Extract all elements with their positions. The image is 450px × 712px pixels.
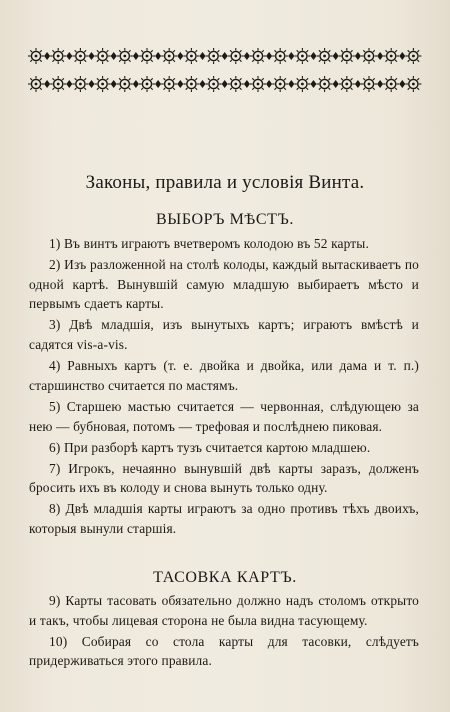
diamond-ornament-icon (244, 52, 250, 60)
paragraph: 8) Двѣ младшія карты играютъ за одно противъ тѣхъ двоихъ, которыя вынули старшія. (29, 501, 419, 536)
diamond-ornament-icon (89, 80, 95, 88)
rosette-ornament-icon (339, 76, 355, 92)
diamond-ornament-icon (111, 52, 117, 60)
diamond-ornament-icon (133, 80, 139, 88)
paragraph: 10) Собирая со стола карты для тасовки, слѣдуетъ придерживаться этого правила. (29, 633, 419, 669)
diamond-ornament-icon (44, 52, 50, 60)
paragraph: 7) Игрокъ, нечаянно вынувшій двѣ карты заразъ, долженъ бросить ихъ въ колоду и снова вынуть только одну. (29, 460, 419, 496)
paragraph: 4) Равныхъ картъ (т. е. двойка и двойка, или дама и т. п.) старшинство считается по мастямъ. (29, 358, 419, 393)
diamond-ornament-icon (133, 52, 139, 60)
diamond-ornament-icon (89, 52, 95, 60)
rosette-ornament-icon (383, 76, 399, 92)
rosette-ornament-icon (361, 48, 377, 64)
decorative-ornament-band (24, 42, 426, 98)
diamond-ornament-icon (333, 52, 339, 60)
diamond-ornament-icon (200, 80, 206, 88)
rosette-ornament-icon (72, 76, 88, 92)
diamond-ornament-icon (66, 80, 72, 88)
paragraph: 2) Изъ разложенной на столѣ колоды, каждый вытаскиваетъ по одной картѣ. Вынувшій самую младшую выбираетъ мѣсто и первымъ сдаетъ карты. (29, 257, 419, 312)
page-title: Законы, правила и условія Винта. (85, 172, 365, 193)
diamond-ornament-icon (44, 80, 50, 88)
diamond-ornament-icon (399, 52, 405, 60)
diamond-ornament-icon (66, 52, 72, 60)
diamond-ornament-icon (355, 52, 361, 60)
rosette-ornament-icon (206, 76, 222, 92)
paragraph: 3) Двѣ младшія, изъ вынутыхъ картъ; играютъ вмѣстѣ и садятся vis-a-vis. (29, 317, 419, 353)
rosette-ornament-icon (117, 76, 133, 92)
diamond-ornament-icon (288, 80, 294, 88)
rosette-ornament-icon (383, 48, 399, 64)
section-heading-seat-selection: ВЫБОРЪ МѢСТЪ. (156, 211, 294, 228)
rosette-ornament-icon (250, 48, 266, 64)
rosette-ornament-icon (228, 48, 244, 64)
diamond-ornament-icon (355, 80, 361, 88)
rosette-ornament-icon (272, 76, 288, 92)
rosette-ornament-icon (228, 76, 244, 92)
diamond-ornament-icon (311, 80, 317, 88)
diamond-ornament-icon (377, 80, 383, 88)
paragraph: 5) Старшею мастью считается — червонная, слѣдующею за нею — бубновая, потомъ — трефовая и послѣднею пиковая. (29, 398, 419, 434)
rosette-ornament-icon (183, 76, 199, 92)
rosette-ornament-icon (161, 48, 177, 64)
section-body-shuffling (29, 591, 419, 671)
rosette-ornament-icon (161, 76, 177, 92)
rosette-ornament-icon (28, 76, 44, 92)
diamond-ornament-icon (244, 80, 250, 88)
paragraph: 1) Въ винтъ играютъ вчетверомъ колодою въ 52 карты. (49, 236, 369, 251)
diamond-ornament-icon (111, 80, 117, 88)
diamond-ornament-icon (333, 80, 339, 88)
section-body-seat-selection (29, 234, 419, 539)
diamond-ornament-icon (377, 52, 383, 60)
rosette-ornament-icon (95, 76, 111, 92)
diamond-ornament-icon (177, 52, 183, 60)
rosette-ornament-icon (139, 76, 155, 92)
diamond-ornament-icon (177, 80, 183, 88)
rosette-ornament-icon (405, 48, 421, 64)
rosette-ornament-icon (294, 48, 310, 64)
diamond-ornament-icon (222, 52, 228, 60)
section-heading-shuffling: ТАСОВКА КАРТЪ. (153, 569, 297, 586)
diamond-ornament-icon (266, 80, 272, 88)
rosette-ornament-icon (317, 76, 333, 92)
rosette-ornament-icon (183, 48, 199, 64)
rosette-ornament-icon (250, 76, 266, 92)
rosette-ornament-icon (339, 48, 355, 64)
diamond-ornament-icon (155, 52, 161, 60)
diamond-ornament-icon (266, 52, 272, 60)
rosette-ornament-icon (50, 76, 66, 92)
diamond-ornament-icon (155, 80, 161, 88)
rosette-ornament-icon (206, 48, 222, 64)
rosette-ornament-icon (72, 48, 88, 64)
rosette-ornament-icon (95, 48, 111, 64)
rosette-ornament-icon (317, 48, 333, 64)
rosette-ornament-icon (28, 48, 44, 64)
rosette-ornament-icon (139, 48, 155, 64)
rosette-ornament-icon (294, 76, 310, 92)
diamond-ornament-icon (200, 52, 206, 60)
rosette-ornament-icon (361, 76, 377, 92)
paragraph: 6) При разборѣ картъ тузъ считается картою младшею. (49, 439, 371, 455)
rosette-ornament-icon (272, 48, 288, 64)
rosette-ornament-icon (117, 48, 133, 64)
diamond-ornament-icon (399, 80, 405, 88)
rosette-ornament-icon (405, 76, 421, 92)
rosette-ornament-icon (50, 48, 66, 64)
diamond-ornament-icon (222, 80, 228, 88)
diamond-ornament-icon (311, 52, 317, 60)
diamond-ornament-icon (288, 52, 294, 60)
paragraph: 9) Карты тасовать обязательно должно надъ столомъ открыто и такъ, чтобы лицевая сторона не была видна тасующему. (29, 593, 419, 628)
